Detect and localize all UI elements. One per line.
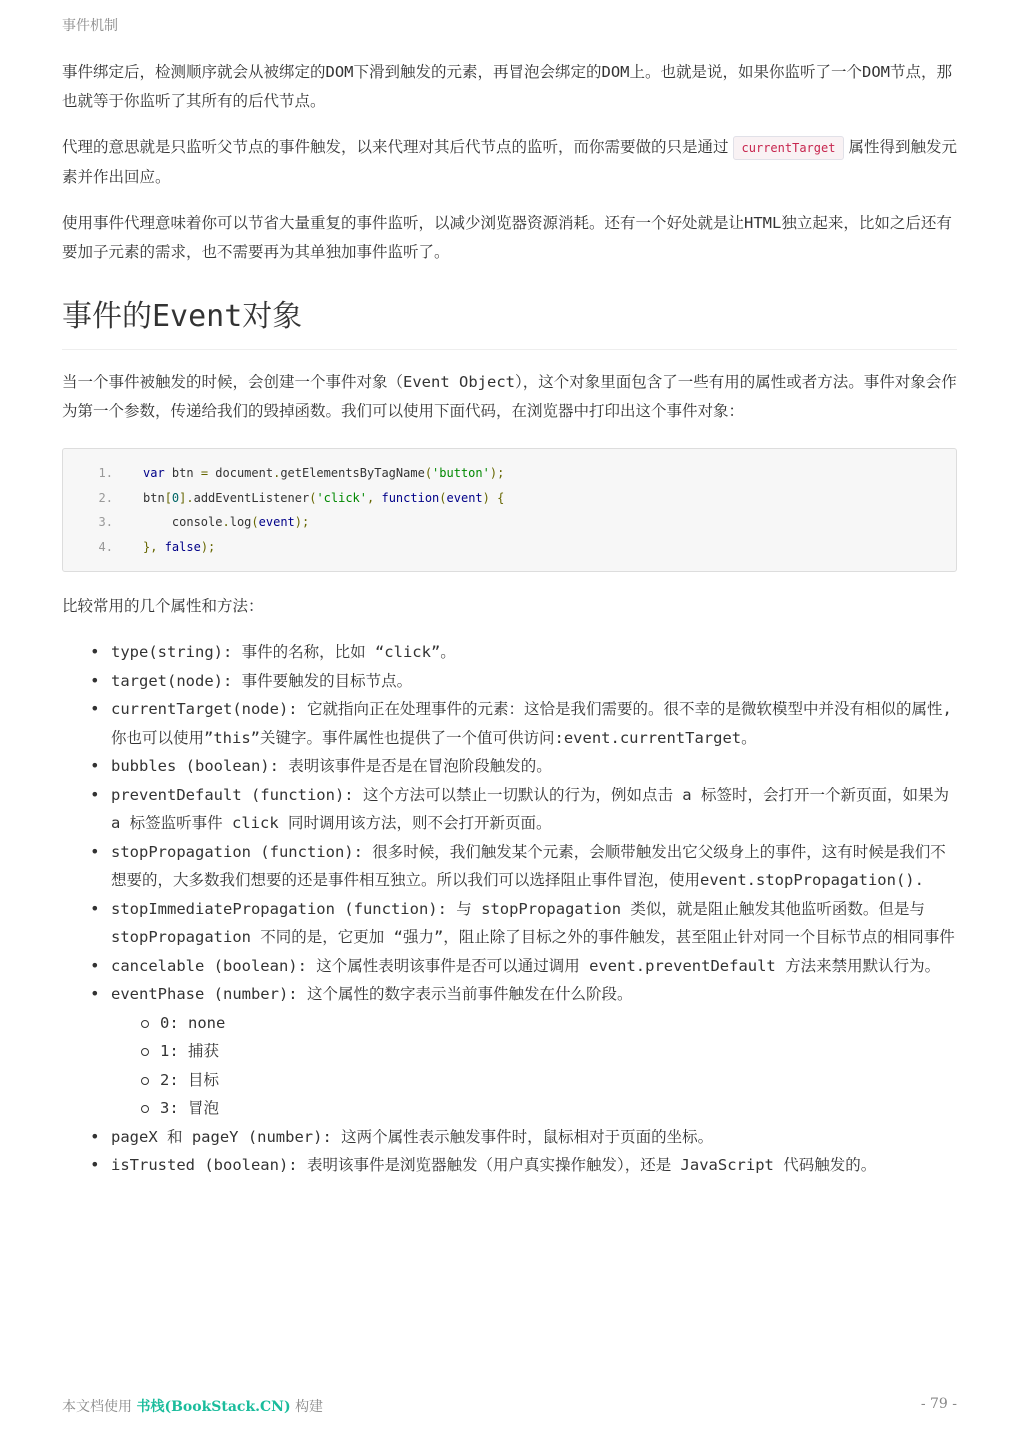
list-item: • bubbles (boolean): 表明该事件是否是在冒泡阶段触发的。 xyxy=(62,752,957,781)
code-line xyxy=(63,461,956,486)
list-item: • currentTarget(node): 它就指向正在处理事件的元素：这恰是我们需要的。很不幸的是微软模型中并没有相似的属性, 你也可以使用”this”关键字。事件属性也提供了一个值可供访问:event.currentTarget。 xyxy=(62,695,957,752)
phase-sublist xyxy=(111,1009,957,1123)
code-text: }, false); xyxy=(143,539,216,554)
section-heading: 事件的Event对象 xyxy=(62,297,957,350)
list-item-text: eventPhase (number): 这个属性的数字表示当前事件触发在什么阶段。 xyxy=(111,985,633,1004)
document-body xyxy=(62,58,957,1180)
list-item: • target(node): 事件要触发的目标节点。 xyxy=(62,667,957,696)
property-list xyxy=(62,638,957,1180)
footer-prefix: 本文档使用 xyxy=(62,1399,132,1415)
list-item: • cancelable (boolean): 这个属性表明该事件是否可以通过调用 event.preventDefault 方法来禁用默认行为。 xyxy=(62,952,957,981)
line-number: 4. xyxy=(98,539,113,554)
code-line xyxy=(63,486,956,511)
list-intro: 比较常用的几个属性和方法： xyxy=(62,597,264,616)
code-text: console.log(event); xyxy=(143,515,310,530)
list-item: • type(string): 事件的名称，比如 “click”。 xyxy=(62,638,957,667)
sublist-item: 3: 冒泡 xyxy=(111,1094,957,1123)
paragraph-text: 属性得到触发元素并作出回应。 xyxy=(62,138,957,186)
list-item: • preventDefault (function): 这个方法可以禁止一切默认的行为，例如点击 a 标签时，会打开一个新页面，如果为 a 标签监听事件 click 同时调用该方法，则不会打开新页面。 xyxy=(62,781,957,838)
footer-credit xyxy=(62,1396,323,1416)
list-item: • pageX 和 pageY (number): 这两个属性表示触发事件时，鼠标相对于页面的坐标。 xyxy=(62,1123,957,1152)
line-number: 1. xyxy=(98,466,113,480)
footer-brand-link[interactable]: 书栈(BookStack.CN) xyxy=(136,1399,291,1415)
code-line xyxy=(63,535,956,560)
paragraph-delegation-order: 事件绑定后，检测顺序就会从被绑定的DOM下滑到触发的元素，再冒泡会绑定的DOM上。也就是说，如果你监听了一个DOM节点，那也就等于你监听了其所有的后代节点。 xyxy=(62,63,952,110)
list-item-event-phase xyxy=(62,980,957,1123)
line-number: 2. xyxy=(98,490,113,505)
list-item: • stopImmediatePropagation (function): 与 stopPropagation 类似，就是阻止触发其他监听函数。但是与 stopPropagation 不同的是，它更加 “强力”，阻止除了目标之外的事件触发，甚至阻止针对同一个目标节点的相同事件 xyxy=(62,895,957,952)
list-item: • isTrusted (boolean): 表明该事件是浏览器触发（用户真实操作触发），还是 JavaScript 代码触发的。 xyxy=(62,1151,957,1180)
inline-code-currenttarget: currentTarget xyxy=(733,136,845,160)
code-line xyxy=(63,510,956,535)
sublist-item: 0: none xyxy=(111,1009,957,1038)
code-text: var btn = document.getElementsByTagName('button'); xyxy=(143,466,505,480)
paragraph-delegation-meaning xyxy=(62,133,957,192)
line-number: 3. xyxy=(98,515,113,530)
paragraph-text: 代理的意思就是只监听父节点的事件触发，以来代理对其后代节点的监听，而你需要做的只是通过 xyxy=(62,138,729,156)
list-item: • stopPropagation (function): 很多时候，我们触发某个元素，会顺带触发出它父级身上的事件，这有时候是我们不想要的，大多数我们想要的还是事件相互独立。所以我们可以选择阻止事件冒泡，使用event.stopPropagation(). xyxy=(62,838,957,895)
code-text: btn[0].addEventListener('click', function(event) { xyxy=(143,490,505,505)
sublist-item: 2: 目标 xyxy=(111,1066,957,1095)
sublist-item: 1: 捕获 xyxy=(111,1037,957,1066)
code-block xyxy=(62,448,957,572)
paragraph-delegation-benefits: 使用事件代理意味着你可以节省大量重复的事件监听，以减少浏览器资源消耗。还有一个好处就是让HTML独立起来，比如之后还有要加子元素的需求，也不需要再为其单独加事件监听了。 xyxy=(62,214,952,261)
paragraph-event-object-intro: 当一个事件被触发的时候，会创建一个事件对象（Event Object），这个对象里面包含了一些有用的属性或者方法。事件对象会作为第一个参数，传递给我们的毁掉函数。我们可以使用下面代码，在浏览器中打印出这个事件对象： xyxy=(62,373,957,420)
page-number: - 79 - xyxy=(920,1396,957,1412)
running-header: 事件机制 xyxy=(62,18,118,34)
footer-suffix: 构建 xyxy=(295,1399,324,1415)
